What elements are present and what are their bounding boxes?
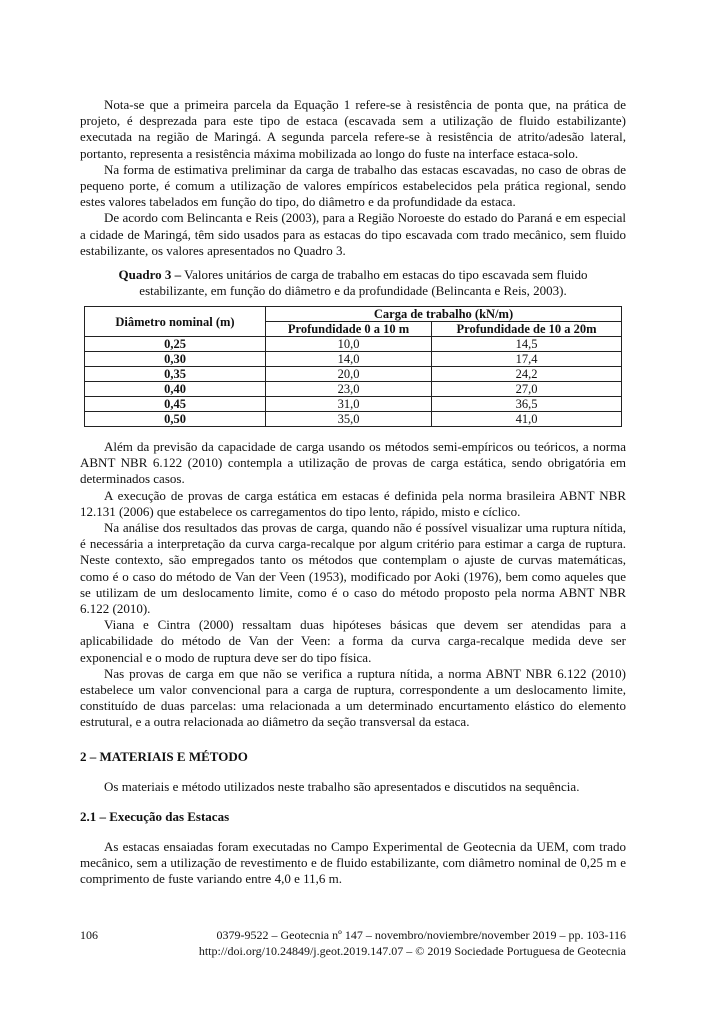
paragraph: Os materiais e método utilizados neste trabalho são apresentados e discutidos na sequência. [104, 778, 580, 794]
cell-diameter: 0,40 [85, 382, 266, 397]
page-footer [80, 927, 626, 959]
header-load-group: Carga de trabalho (kN/m) [266, 307, 622, 322]
subsection-heading: 2.1 – Execução das Estacas [80, 808, 230, 824]
doi-line: http://doi.org/10.24849/j.geot.2019.147.07 – © 2019 Sociedade Portuguesa de Geotecnia [198, 944, 626, 958]
table-row [85, 352, 622, 367]
cell-diameter: 0,35 [85, 367, 266, 382]
journal-citation: 0379-9522 – Geotecnia nº 147 – novembro/noviembre/november 2019 – pp. 103-116 [216, 928, 626, 942]
page-body [80, 97, 626, 888]
section-heading: 2 – MATERIAIS E MÉTODO [80, 748, 248, 764]
table-row [85, 382, 622, 397]
paragraph: De acordo com Belincanta e Reis (2003), para a Região Noroeste do estado do Paraná e em especial a cidade de Maringá, têm sido usados para as estacas do tipo escavada com trado mecânico, sem fluido estabilizante, os valores apresentados no Quadro 3. [80, 210, 626, 258]
cell-load-0-10: 35,0 [266, 412, 432, 427]
table-caption-label: Quadro 3 – [118, 267, 182, 283]
table-caption [102, 267, 604, 299]
paragraph: As estacas ensaiadas foram executadas no Campo Experimental de Geotecnia da UEM, com trado mecânico, sem a utilização de revestimento e de fluido estabilizante, com diâmetro nominal de 0,25 m e comprimento de fuste variando entre 4,0 e 11,6 m. [80, 838, 626, 887]
header-depth-0-10: Profundidade 0 a 10 m [266, 322, 432, 337]
cell-diameter: 0,50 [85, 412, 266, 427]
quadro-3-table [84, 306, 622, 427]
paragraph: Além da previsão da capacidade de carga usando os métodos semi-empíricos ou teóricos, a norma ABNT NBR 6.122 (2010) contempla a utilização de provas de carga estática, sendo obrigatória em determinados casos. [80, 439, 626, 487]
cell-load-0-10: 10,0 [266, 337, 432, 352]
paragraph: Viana e Cintra (2000) ressaltam duas hipóteses básicas que devem ser atendidas para a aplicabilidade do método de Van der Veen: a forma da curva carga-recalque medida deve ser exponencial e o modo de ruptura deve ser do tipo física. [80, 617, 626, 665]
cell-diameter: 0,30 [85, 352, 266, 367]
table-row [85, 337, 622, 352]
cell-load-0-10: 14,0 [266, 352, 432, 367]
cell-load-10-20: 27,0 [432, 382, 622, 397]
paragraph: A execução de provas de carga estática em estacas é definida pela norma brasileira ABNT NBR 12.131 (2006) que estabelece os carregamentos do tipo lento, rápido, misto e cíclico. [80, 487, 626, 519]
paragraph: Na forma de estimativa preliminar da carga de trabalho das estacas escavadas, no caso de obras de pequeno porte, é comum a utilização de valores empíricos estabelecidos pela prática regional, sendo estes valores tabelados em função do tipo, do diâmetro e da profundidade da estaca. [80, 161, 626, 210]
cell-diameter: 0,25 [85, 337, 266, 352]
cell-load-10-20: 24,2 [432, 367, 622, 382]
header-depth-10-20: Profundidade de 10 a 20m [432, 322, 622, 337]
cell-load-0-10: 23,0 [266, 382, 432, 397]
cell-load-10-20: 41,0 [432, 412, 622, 427]
cell-load-0-10: 31,0 [266, 397, 432, 412]
table-caption-text: Valores unitários de carga de trabalho em estacas do tipo escavada sem fluido estabilizante, em função do diâmetro e da profundidade (Belincanta e Reis, 2003). [139, 267, 588, 299]
cell-load-0-10: 20,0 [266, 367, 432, 382]
table-row [85, 412, 622, 427]
cell-diameter: 0,45 [85, 397, 266, 412]
paragraph: Nas provas de carga em que não se verifica a ruptura nítida, a norma ABNT NBR 6.122 (2010) estabelece um valor convencional para a carga de ruptura, correspondente a um deslocamento limite, constituído de duas parcelas: uma relacionada a um determinado encurtamento elástico do elemento estrutural, e a outra relacionada ao diâmetro da seção transversal da estaca. [80, 665, 626, 730]
cell-load-10-20: 14,5 [432, 337, 622, 352]
page-number: 106 [80, 928, 98, 942]
cell-load-10-20: 17,4 [432, 352, 622, 367]
paragraph: Na análise dos resultados das provas de carga, quando não é possível visualizar uma ruptura nítida, é necessária a interpretação da curva carga-recalque por algum critério para estimar a carga de ruptura. Neste contexto, são empregados tanto os métodos que contemplam o ajuste de curvas matemáticas, como é o caso do método de Van der Veen (1953), modificado por Aoki (1976), bem como aqueles que se utilizam de um deslocamento limite, como é o caso do método proposto pela norma ABNT NBR 6.122 (2010). [80, 520, 626, 617]
header-diameter: Diâmetro nominal (m) [85, 307, 266, 337]
table-row [85, 367, 622, 382]
cell-load-10-20: 36,5 [432, 397, 622, 412]
paragraph: Nota-se que a primeira parcela da Equação 1 refere-se à resistência de ponta que, na prática de projeto, é desprezada para este tipo de estaca (escavada sem a utilização de fluido estabilizante) executada na região de Maringá. A segunda parcela refere-se à resistência de atrito/adesão lateral, portanto, representa a resistência máxima mobilizada ao longo do fuste na interface estaca-solo. [80, 97, 626, 161]
table-row [85, 397, 622, 412]
